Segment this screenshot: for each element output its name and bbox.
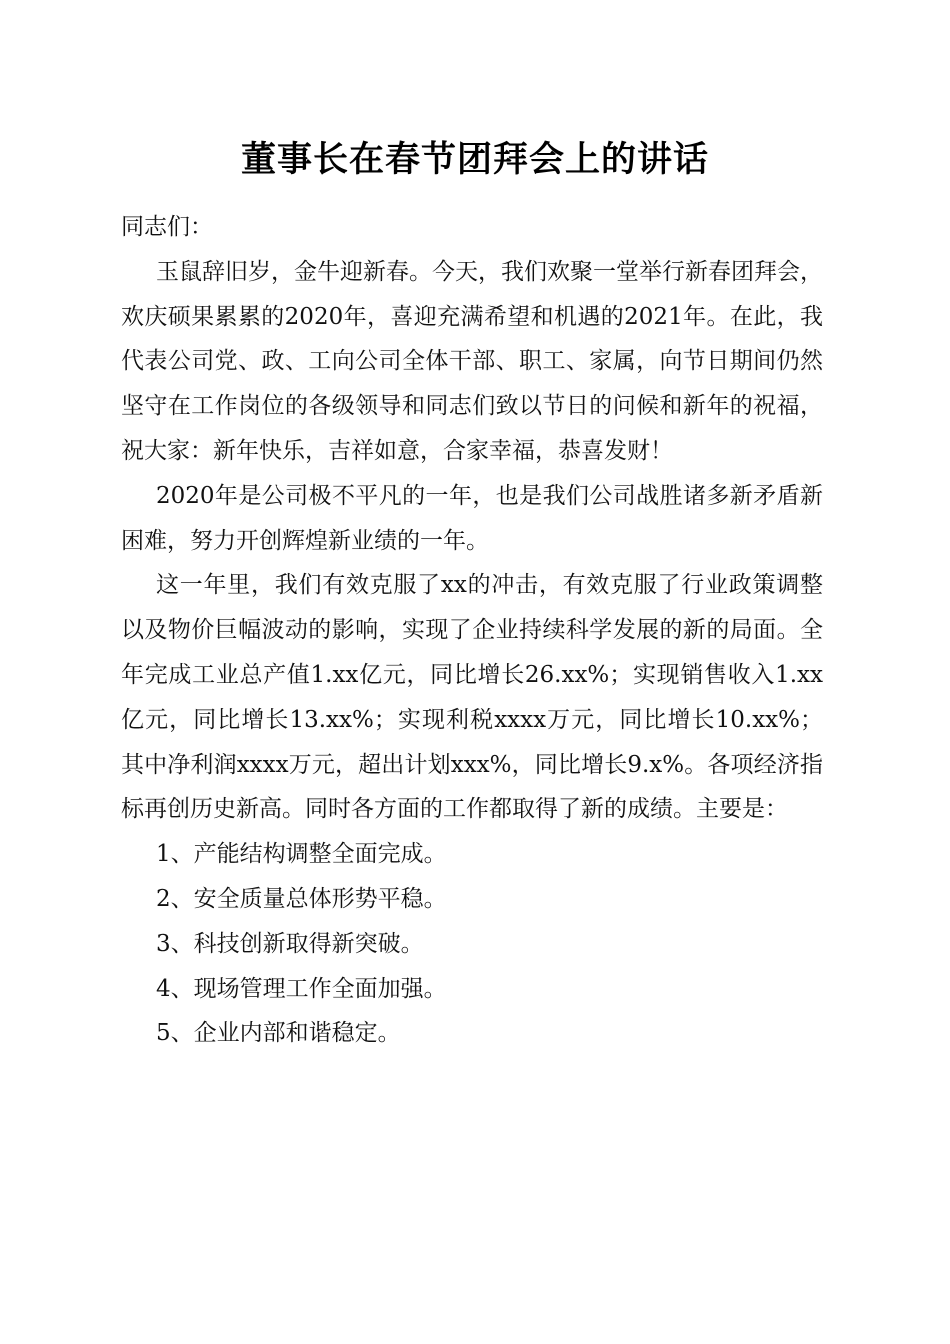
document-body <box>121 205 823 1056</box>
achievement-item-5: 5、企业内部和谐稳定。 <box>156 1020 401 1047</box>
paragraph-results: 这一年里，我们有效克服了xx的冲击，有效克服了行业政策调整以及物价巨幅波动的影响，实现了企业持续科学发展的新的局面。全年完成工业总产值1.xx亿元，同比增长26.xx%；实现销售收入1.xx亿元，同比增长13.xx%；实现利税xxxx万元，同比增长10.xx%；其中净利润xxxx万元，超出计划xxx%，同比增长9.x%。各项经济指标再创历史新高。同时各方面的工作都取得了新的成绩。主要是： <box>121 572 823 823</box>
achievement-item-4: 4、现场管理工作全面加强。 <box>156 975 447 1002</box>
paragraph-greeting: 玉鼠辞旧岁，金牛迎新春。今天，我们欢聚一堂举行新春团拜会，欢庆硕果累累的2020年，喜迎充满希望和机遇的2021年。在此，我代表公司党、政、工向公司全体干部、职工、家属，向节日期间仍然坚守在工作岗位的各级领导和同志们致以节日的问候和新年的祝福，祝大家：新年快乐，吉祥如意，合家幸福，恭喜发财！ <box>121 258 823 464</box>
salutation: 同志们： <box>121 214 213 240</box>
achievement-item-1: 1、产能结构调整全面完成。 <box>156 841 447 868</box>
achievement-item-3: 3、科技创新取得新突破。 <box>156 930 424 957</box>
achievement-item-2: 2、安全质量总体形势平稳。 <box>156 885 447 912</box>
document-title: 董事长在春节团拜会上的讲话 <box>240 139 709 180</box>
paragraph-year-review: 2020年是公司极不平凡的一年，也是我们公司战胜诸多新矛盾新困难，努力开创辉煌新业绩的一年。 <box>121 482 823 554</box>
